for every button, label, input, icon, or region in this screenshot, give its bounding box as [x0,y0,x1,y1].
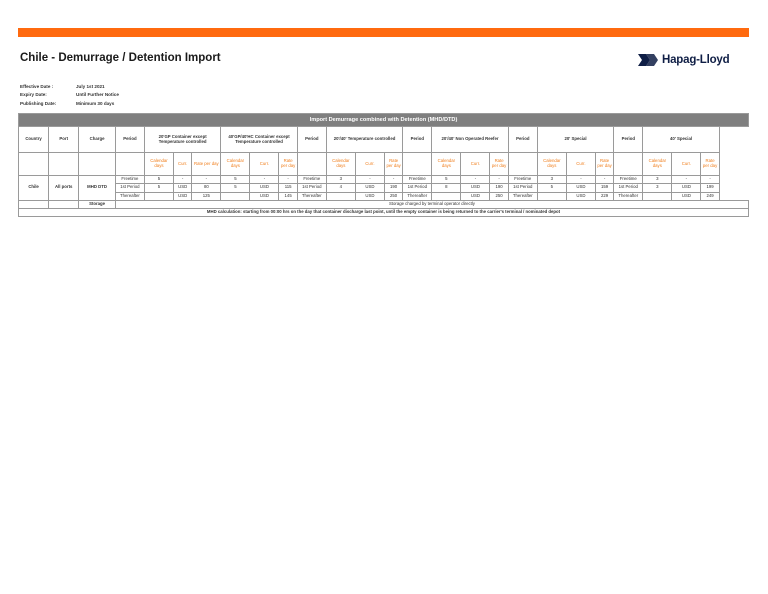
cell-days [144,192,173,200]
cell-days: 8 [432,184,461,192]
meta-label: Publishing Date: [20,100,57,106]
cell-rate: 229 [595,192,613,200]
cell-curr: USD [250,192,279,200]
cell-curr: USD [355,192,384,200]
table-banner: Import Demurrage combined with Detention (MHD/DTD) [19,114,749,127]
header-row [19,127,749,153]
meta-row-expiry [20,91,119,100]
cell-rate: - [279,176,297,184]
blank-cell [614,153,643,176]
cell-rate: 249 [701,192,719,200]
cell-days [643,192,672,200]
cell-rate: 80 [192,184,221,192]
cell-days [537,192,566,200]
cell-curr: USD [672,184,701,192]
cell-period: Thereafter [115,192,144,200]
table-row-first-period [19,184,749,192]
cell-period: Freetime [115,176,144,184]
meta-value: Minimum 30 days [76,100,115,106]
tariff-table [18,113,749,217]
cell-curr: USD [461,184,490,192]
cell-curr: USD [174,192,192,200]
cell-period: Thereafter [508,192,537,200]
header-group-nor: 20'/40' Non Operated Reefer [432,127,508,153]
cell-days: 5 [537,184,566,192]
cell-rate: - [384,176,402,184]
cell-rate: - [490,176,508,184]
cell-curr: - [174,176,192,184]
cell-days: 5 [144,176,173,184]
cell-storage-note: Storage charged by terminal operator directly [115,200,748,208]
subheader-rate: Rate per day [192,153,221,176]
subheader-rate: Rate per day [701,153,719,176]
blank-cell [49,200,79,208]
subheader-curr: Curr. [174,153,192,176]
logo-text: Hapag-Lloyd [662,54,730,66]
cell-days: 4 [326,184,355,192]
table-row-storage [19,200,749,208]
subheader-days: Calendar days [221,153,250,176]
subheader-days: Calendar days [326,153,355,176]
table-row-thereafter [19,192,749,200]
cell-curr: - [250,176,279,184]
cell-rate: - [595,176,613,184]
subheader-curr: Curr. [250,153,279,176]
cell-rate: 125 [192,192,221,200]
blank-cell [508,153,537,176]
subheader-rate: Rate per day [595,153,613,176]
subheader-days: Calendar days [537,153,566,176]
header-charge: Charge [79,127,116,153]
header-group-20special: 20' Special [537,127,613,153]
blank-cell [403,153,432,176]
cell-period: Freetime [403,176,432,184]
subheader-curr: Curr. [566,153,595,176]
meta-value: July 1st 2021 [76,83,105,89]
cell-curr: - [566,176,595,184]
meta-label: Effective Date : [20,83,54,89]
meta-info [20,82,119,108]
header-group-temp: 20'/40' Temperature controlled [326,127,402,153]
company-logo [636,52,729,68]
meta-label: Expiry Date: [20,92,47,98]
subheader-days: Calendar days [432,153,461,176]
cell-period: 1st Period [297,184,326,192]
blank-cell [19,153,49,176]
cell-days: 3 [643,176,672,184]
cell-curr: - [672,176,701,184]
cell-period: Thereafter [614,192,643,200]
blank-cell [79,153,116,176]
cell-days [221,192,250,200]
cell-period: Thereafter [403,192,432,200]
cell-curr: USD [174,184,192,192]
cell-rate: 250 [490,192,508,200]
cell-curr: USD [461,192,490,200]
table-banner-row [19,114,749,127]
hapag-lloyd-logo-icon [636,52,658,68]
cell-country: Chile [19,176,49,201]
header-group-40special: 40' Special [643,127,719,153]
cell-rate: - [192,176,221,184]
cell-curr: - [355,176,384,184]
cell-days [326,192,355,200]
blank-cell [19,200,49,208]
cell-rate: 159 [595,184,613,192]
cell-rate: 145 [279,192,297,200]
cell-period: Freetime [508,176,537,184]
cell-storage-label: Storage [79,200,116,208]
cell-period: 1st Period [508,184,537,192]
cell-rate: 190 [384,184,402,192]
blank-cell [297,153,326,176]
cell-period: 1st Period [614,184,643,192]
cell-curr: USD [355,184,384,192]
brand-bar [18,28,749,37]
cell-port: All ports [49,176,79,201]
cell-rate: - [701,176,719,184]
cell-period: Freetime [614,176,643,184]
subheader-curr: Curr. [672,153,701,176]
cell-period: Thereafter [297,192,326,200]
cell-period: Freetime [297,176,326,184]
cell-rate: 190 [490,184,508,192]
subheader-rate: Rate per day [384,153,402,176]
meta-row-publishing [20,99,119,108]
subheader-days: Calendar days [144,153,173,176]
subheader-rate: Rate per day [279,153,297,176]
cell-footer-note: MHD calculation: starting from 00:00 hrs on the day that container discharge last point, until the empty container is being returned to the carrier's terminal / nominated depot [19,208,749,216]
cell-period: 1st Period [403,184,432,192]
table-row-freetime [19,176,749,184]
page-title: Chile - Demurrage / Detention Import [20,52,221,64]
cell-rate: 250 [384,192,402,200]
cell-days: 3 [326,176,355,184]
cell-days: 5 [221,184,250,192]
table-row-footer [19,208,749,216]
header-period: Period [115,127,144,153]
subheader-curr: Curr. [461,153,490,176]
cell-period: 1st Period [115,184,144,192]
meta-row-effective [20,82,119,91]
cell-days: 5 [144,184,173,192]
header-period: Period [614,127,643,153]
subheader-row [19,153,749,176]
cell-curr: - [461,176,490,184]
cell-curr: USD [566,192,595,200]
cell-days: 5 [221,176,250,184]
meta-value: Until Further Notice [76,92,119,98]
cell-days: 5 [432,176,461,184]
cell-curr: USD [566,184,595,192]
cell-days: 3 [537,176,566,184]
header-period: Period [403,127,432,153]
subheader-days: Calendar days [643,153,672,176]
cell-rate: 115 [279,184,297,192]
cell-charge: MHD DTD [79,176,116,201]
header-group-20gp: 20'GP Container except Temperature controlled [144,127,220,153]
blank-cell [115,153,144,176]
cell-days [432,192,461,200]
header-country: Country [19,127,49,153]
blank-cell [49,153,79,176]
header-period: Period [508,127,537,153]
cell-rate: 199 [701,184,719,192]
cell-days: 3 [643,184,672,192]
header-group-40gp: 40'GP/40'HC Container except Temperature controlled [221,127,297,153]
header-port: Port [49,127,79,153]
cell-curr: USD [250,184,279,192]
cell-curr: USD [672,192,701,200]
subheader-curr: Curr. [355,153,384,176]
subheader-rate: Rate per day [490,153,508,176]
header-period: Period [297,127,326,153]
